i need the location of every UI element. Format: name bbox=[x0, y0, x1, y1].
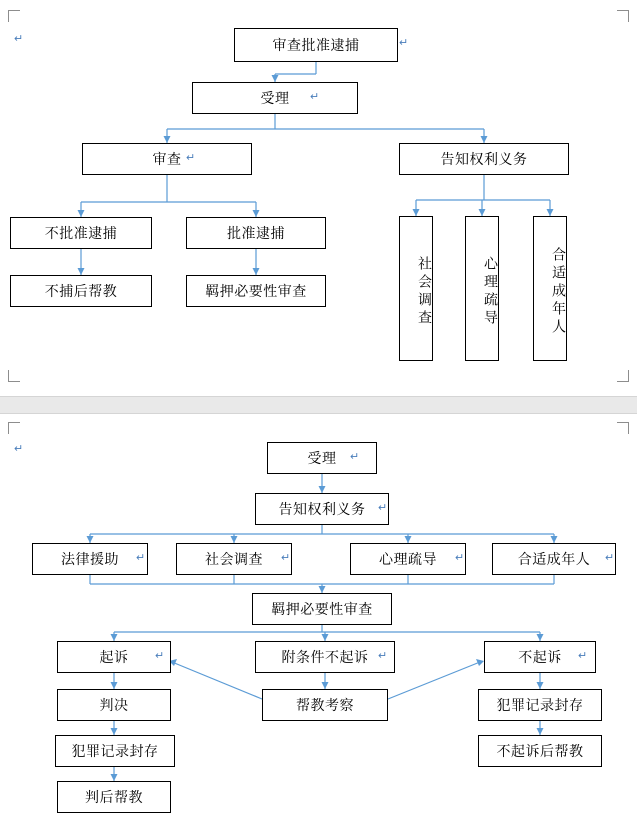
flow-node-label: 判决 bbox=[99, 697, 129, 713]
flow-node[interactable] bbox=[55, 735, 175, 767]
paragraph-mark: ↵ bbox=[605, 552, 615, 564]
flow-node[interactable] bbox=[465, 216, 499, 361]
flow-node-label: 法律援助 bbox=[61, 551, 119, 567]
flow-node[interactable] bbox=[82, 143, 252, 175]
paragraph-mark: ↵ bbox=[186, 152, 196, 164]
flow-node-label: 合适成年人 bbox=[551, 246, 567, 337]
flow-node-label: 告知权利义务 bbox=[278, 501, 366, 517]
flow-node[interactable] bbox=[176, 543, 292, 575]
paragraph-mark: ↵ bbox=[155, 650, 165, 662]
paragraph-mark: ↵ bbox=[310, 91, 320, 103]
flow-node-label: 心理疏导 bbox=[483, 255, 499, 328]
document-page-2 bbox=[0, 414, 637, 805]
page-separator bbox=[0, 396, 637, 414]
flow-node[interactable] bbox=[32, 543, 148, 575]
paragraph-mark: ↵ bbox=[281, 552, 291, 564]
flow-node-label: 批准逮捕 bbox=[227, 225, 285, 241]
flow-node[interactable] bbox=[186, 217, 326, 249]
flow-node-label: 心理疏导 bbox=[379, 551, 437, 567]
document-page-1 bbox=[0, 0, 637, 396]
flow-node[interactable] bbox=[399, 143, 569, 175]
flow-node[interactable] bbox=[255, 493, 389, 525]
paragraph-mark: ↵ bbox=[350, 451, 360, 463]
flow-node[interactable] bbox=[192, 82, 358, 114]
flow-node-label: 社会调查 bbox=[417, 255, 433, 328]
flow-node[interactable] bbox=[10, 275, 152, 307]
paragraph-mark: ↵ bbox=[378, 502, 388, 514]
flow-node-label: 不捕后帮教 bbox=[44, 283, 118, 299]
paragraph-mark: ↵ bbox=[455, 552, 465, 564]
flow-node-label: 受理 bbox=[307, 450, 337, 466]
flow-node[interactable] bbox=[399, 216, 433, 361]
paragraph-mark: ↵ bbox=[136, 552, 146, 564]
flow-node-label: 不批准逮捕 bbox=[44, 225, 118, 241]
flow-node-label: 附条件不起诉 bbox=[281, 649, 369, 665]
flow-node[interactable] bbox=[267, 442, 377, 474]
flow-node-label: 合适成年人 bbox=[517, 551, 591, 567]
flow-node[interactable] bbox=[350, 543, 466, 575]
paragraph-mark: ↵ bbox=[378, 650, 388, 662]
flow-node-label: 受理 bbox=[260, 90, 290, 106]
flow-node-label: 社会调查 bbox=[205, 551, 263, 567]
flow-node[interactable] bbox=[234, 28, 398, 62]
flow-node-label: 告知权利义务 bbox=[440, 151, 528, 167]
flow-node-label: 审查 bbox=[152, 151, 182, 167]
paragraph-mark: ↵ bbox=[578, 650, 588, 662]
flow-node[interactable] bbox=[492, 543, 616, 575]
flow-node[interactable] bbox=[57, 781, 171, 813]
flow-node-label: 判后帮教 bbox=[85, 789, 143, 805]
flow-node-label: 起诉 bbox=[99, 649, 129, 665]
flow-node[interactable] bbox=[10, 217, 152, 249]
flow-node-label: 帮教考察 bbox=[296, 697, 354, 713]
paragraph-mark: ↵ bbox=[14, 33, 24, 45]
flow-node[interactable] bbox=[478, 735, 602, 767]
flow-node[interactable] bbox=[255, 641, 395, 673]
flow-node-label: 羁押必要性审查 bbox=[271, 601, 373, 617]
flow-node[interactable] bbox=[252, 593, 392, 625]
flow-node[interactable] bbox=[262, 689, 388, 721]
paragraph-mark: ↵ bbox=[14, 443, 24, 455]
flow-node-label: 不起诉 bbox=[518, 649, 562, 665]
flow-node-label: 犯罪记录封存 bbox=[71, 743, 159, 759]
flow-node[interactable] bbox=[533, 216, 567, 361]
flow-node-label: 羁押必要性审查 bbox=[205, 283, 307, 299]
flow-node[interactable] bbox=[186, 275, 326, 307]
flow-node-label: 不起诉后帮教 bbox=[496, 743, 584, 759]
flow-node-label: 审查批准逮捕 bbox=[272, 37, 360, 53]
paragraph-mark: ↵ bbox=[399, 37, 409, 49]
flow-node-label: 犯罪记录封存 bbox=[496, 697, 584, 713]
flow-node[interactable] bbox=[57, 641, 171, 673]
flow-node[interactable] bbox=[478, 689, 602, 721]
flow-node[interactable] bbox=[57, 689, 171, 721]
